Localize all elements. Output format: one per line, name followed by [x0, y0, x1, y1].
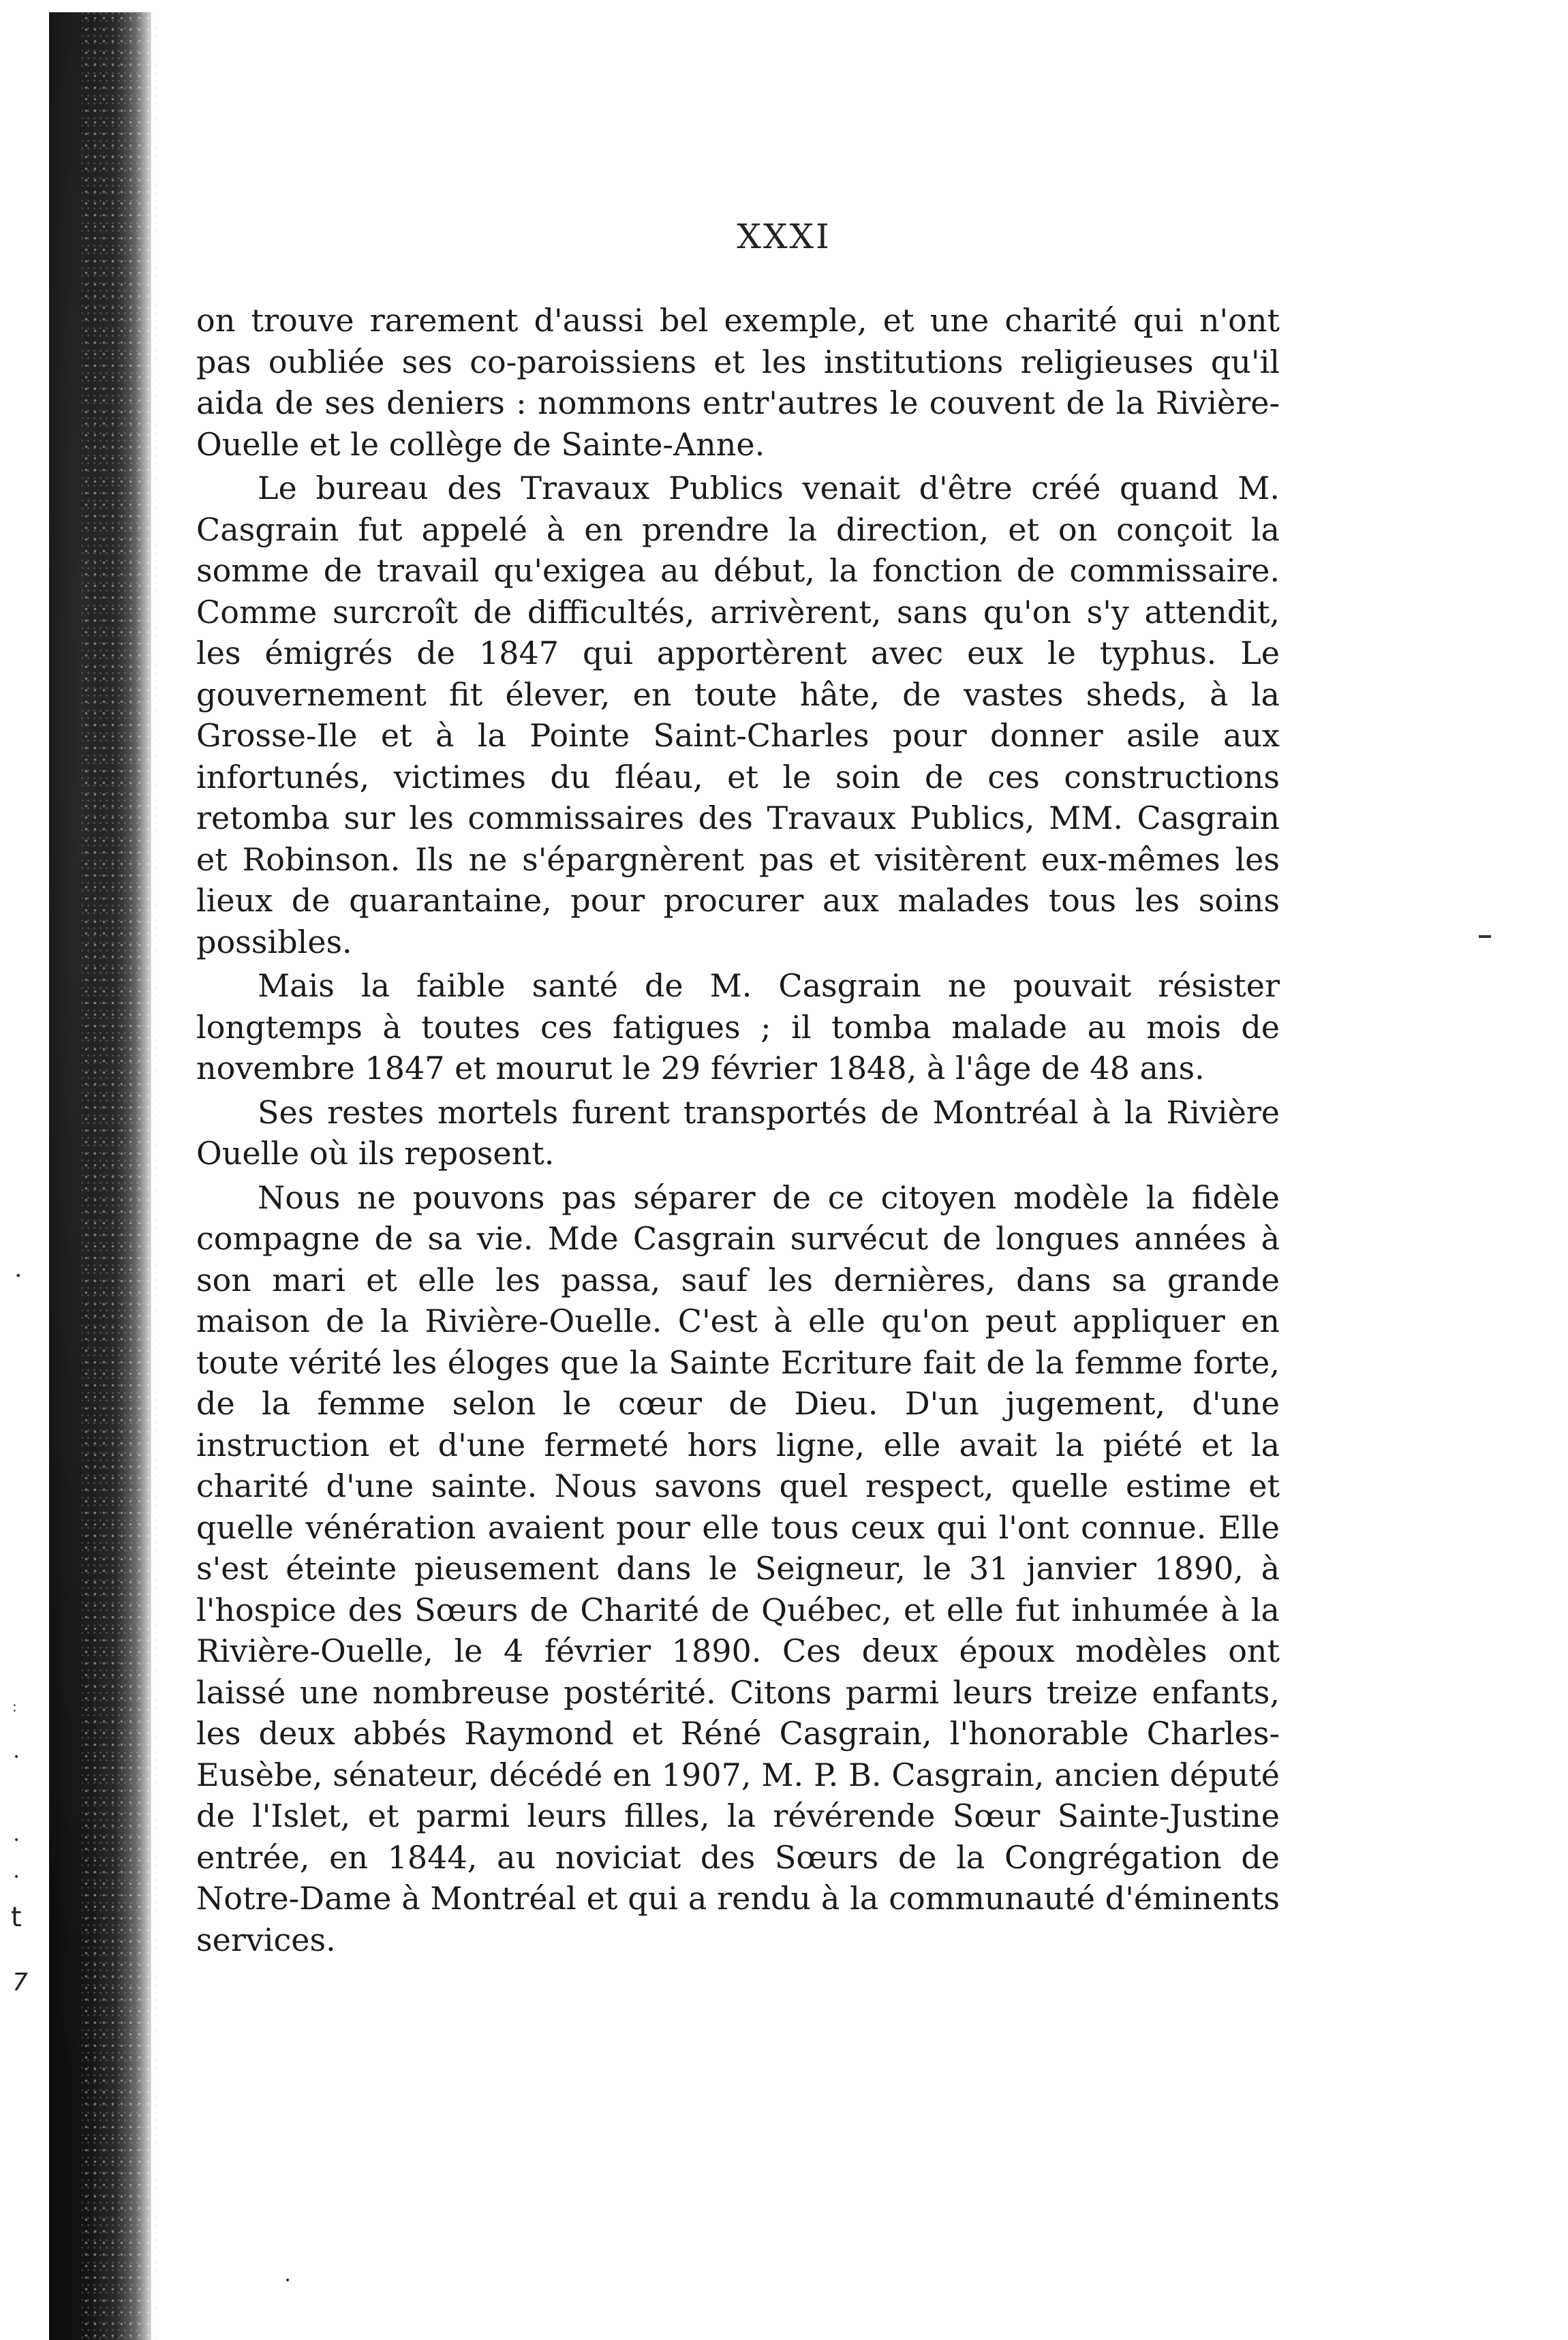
page-number: XXXI [737, 217, 831, 256]
margin-dot: • [14, 1752, 20, 1763]
paragraph: Le bureau des Travaux Publics venait d'être créé quand M. Casgrain fut appelé à en prendre la direction, et on conçoit la somme de travail qu'exigea au début, la fonction de commissaire. Comme surcroît de difficultés, arrivèrent, sans qu'on s'y attendit, les émigrés de 1847 qui apportèrent avec eux le typhus. Le gouvernement fit élever, en toute hâte, de vastes sheds, à la Grosse-Ile et à la Pointe Saint-Charles pour donner asile aux infortunés, victimes du fléau, et le soin de ces constructions retomba sur les commissaires des Travaux Publics, MM. Casgrain et Robinson. Ils ne s'épargnèrent pas et visitèrent eux-mêmes les lieux de quarantaine, pour procurer aux malades tous les soins possibles. [196, 470, 1280, 960]
margin-dash [1479, 935, 1491, 938]
paragraph: Mais la faible santé de M. Casgrain ne pouvait résister longtemps à toutes ces fatigues ; il tomba malade au mois de novembre 1847 et mourut le 29 février 1848, à l'âge de 48 ans. [196, 967, 1280, 1087]
paragraph: Ses restes mortels furent transportés de Montréal à la Rivière Ouelle où ils reposent. [196, 1093, 1280, 1172]
binding-speckle-texture [82, 12, 157, 2340]
margin-letter-7: 7 [12, 1969, 28, 1996]
margin-letter-t: t [11, 1902, 22, 1933]
margin-dot: • [15, 1269, 22, 1282]
margin-dot: • [14, 1835, 20, 1846]
margin-dot: • [285, 2275, 291, 2286]
paragraph: on trouve rarement d'aussi bel exemple, et une charité qui n'ont pas oubliée ses co-paroissiens et les institutions religieuses qu'il aida de ses deniers : nommons entr'autres le couvent de la Rivière-Ouelle et le collège de Sainte-Anne. [196, 302, 1280, 463]
paragraph: Nous ne pouvons pas séparer de ce citoyen modèle la fidèle compagne de sa vie. Mde Casgrain survécut de longues années à son mari et elle les passa, sauf les dernières, dans sa grande maison de la Rivière-Ouelle. C'est à elle qu'on peut appliquer en toute vérité les éloges que la Sainte Ecriture fait de la femme forte, de la femme selon le cœur de Dieu. D'un jugement, d'une instruction et d'une fermeté hors ligne, elle avait la piété et la charité d'une sainte. Nous savons quel respect, quelle estime et quelle vénération avaient pour elle tous ceux qui l'ont connue. Elle s'est éteinte pieusement dans le Seigneur, le 31 janvier 1890, à l'hospice des Sœurs de Charité de Québec, et elle fut inhumée à la Rivière-Ouelle, le 4 février 1890. Ces deux époux modèles ont laissé une nombreuse postérité. Citons parmi leurs treize enfants, les deux abbés Raymond et Réné Casgrain, l'honorable Charles-Eusèbe, sénateur, décédé en 1907, M. P. B. Casgrain, ancien député de l'Islet, et parmi leurs filles, la révérende Sœur Sainte-Justine entrée, en 1844, au noviciat des Sœurs de la Congrégation de Notre-Dame à Montréal et qui a rendu à la communauté d'éminents services. [196, 1179, 1280, 1958]
margin-dot: • [14, 1872, 20, 1883]
body-text [196, 300, 1280, 1963]
margin-colon: : [12, 1699, 17, 1715]
